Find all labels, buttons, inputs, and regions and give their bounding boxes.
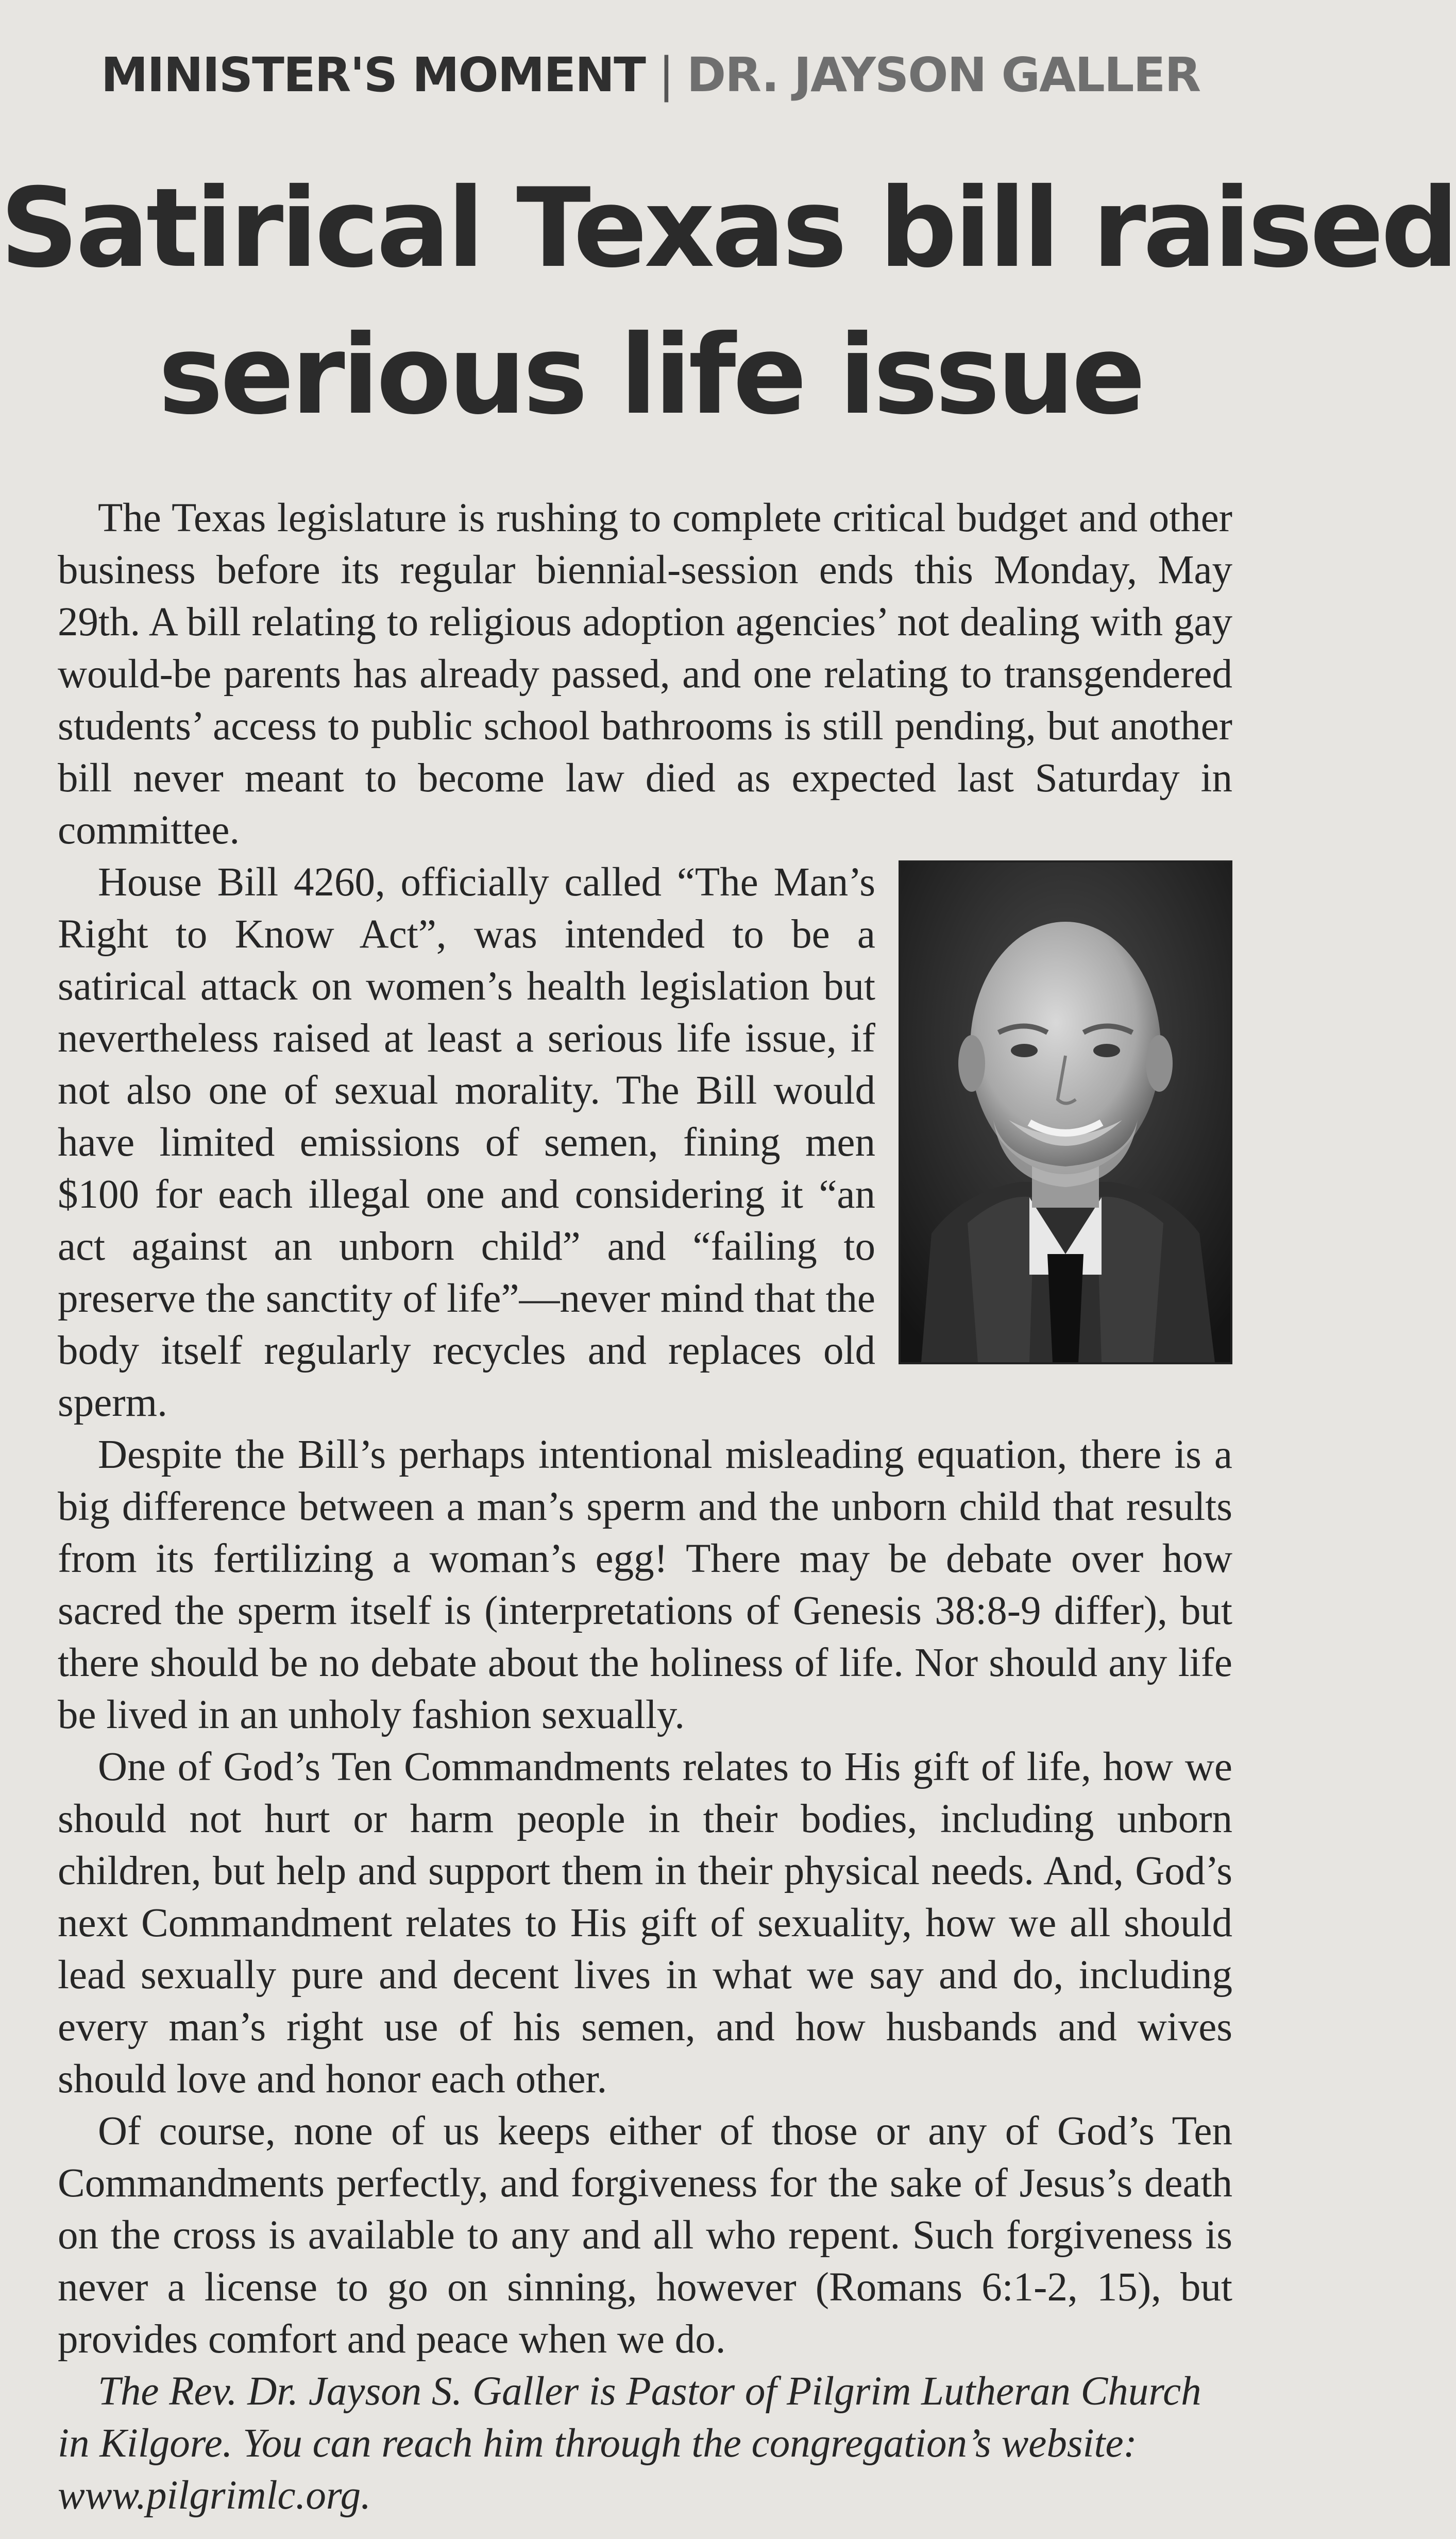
headline-line-2: serious life issue [158, 311, 1143, 438]
author-portrait-photo [899, 860, 1232, 1364]
article-paragraph: Despite the Bill’s perhaps intentional misleading equation, there is a big difference between a man’s sperm and the unborn child that results from its fertilizing a woman’s egg! There may be debate over how sacred the sperm itself is (interpretations of Genesis 38:8-9 differ), but there should be no debate about the holiness of life. Nor should any life be lived in an unholy fashion sexually. [58, 1432, 1232, 1737]
author-byline: DR. JAYSON GALLER [686, 47, 1200, 103]
article-paragraph: Of course, none of us keeps either of those or any of God’s Ten Commandments perfectly, and forgiveness for the sake of Jesus’s death on the cross is available to any and all who repent. Such forgiveness is never a license to go on sinning, however (Romans 6:1-2, 15), but provides comfort and peace when we do. [58, 2109, 1232, 2362]
headline-line-1: Satirical Texas bill raised [0, 164, 1456, 292]
author-portrait-icon [901, 862, 1230, 1362]
article-paragraph: The Texas legislature is rushing to complete critical budget and other business before its regular biennial-session ends this Monday, May 29th. A bill relating to religious adoption agencies’ not dealing with gay would-be parents has already passed, and one relating to transgendered students’ access to public school bathrooms is still pending, but another bill never meant to become law died as expected last Saturday in committee. [58, 496, 1232, 853]
column-name: MINISTER'S MOMENT [100, 47, 645, 103]
author-bio: The Rev. Dr. Jayson S. Galler is Pastor of Pilgrim Lutheran Church in Kilgore. You can reach him through the congregation’s website: www.pilgrimlc.org. [58, 2369, 1201, 2518]
kicker-separator: | [658, 47, 673, 103]
article-body [58, 492, 1232, 2521]
author-note [58, 2365, 1232, 2521]
headline [0, 155, 1456, 448]
column-kicker [0, 47, 1301, 103]
article-paragraph: House Bill 4260, officially called “The Man’s Right to Know Act”, was intended to be a satirical attack on women’s health legislation but nevertheless raised at least a serious life issue, if not also one of sexual morality. The Bill would have limited emissions of semen, fining men $100 for each illegal one and considering it “an act against an unborn child” and “failing to preserve the sanctity of life”—never mind that the body itself regularly recycles and replaces old sperm. [58, 860, 875, 1425]
article-paragraph: One of God’s Ten Commandments relates to His gift of life, how we should not hurt or harm people in their bodies, including unborn children, but help and support them in their physical needs. And, God’s next Commandment relates to His gift of sexuality, how we all should lead sexually pure and decent lives in what we say and do, including every man’s right use of his semen, and how husbands and wives should love and honor each other. [58, 1745, 1232, 2102]
